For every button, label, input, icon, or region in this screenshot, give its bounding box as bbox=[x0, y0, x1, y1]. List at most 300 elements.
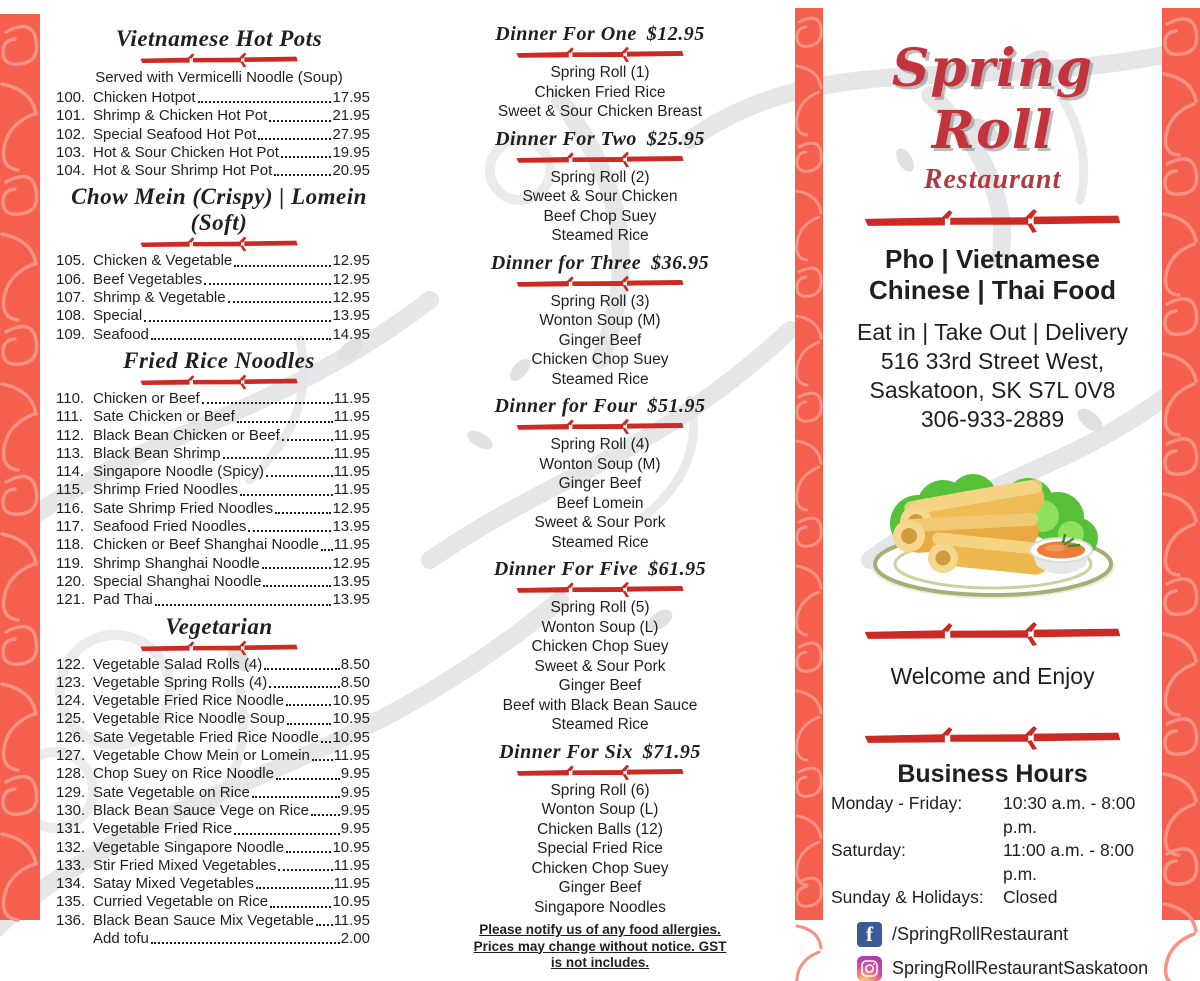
item-price: 11.95 bbox=[333, 463, 370, 481]
bamboo-divider bbox=[825, 725, 1160, 751]
dot-leader bbox=[256, 887, 333, 889]
item-name: Vegetable Chow Mein or Lomein bbox=[93, 747, 310, 765]
item-price: 17.95 bbox=[332, 89, 370, 106]
dinner-price: $12.95 bbox=[646, 23, 705, 45]
dinner-items bbox=[468, 292, 732, 390]
dinner-item: Special Fried Rice bbox=[537, 840, 663, 857]
menu-section bbox=[42, 614, 396, 949]
dot-leader bbox=[264, 668, 340, 670]
item-number: 135. bbox=[56, 893, 86, 911]
item-number: 118. bbox=[56, 536, 85, 554]
item-price: 12.95 bbox=[332, 252, 370, 270]
item-number: 109. bbox=[56, 325, 86, 343]
item-number: 127. bbox=[56, 747, 86, 765]
section-title: Fried Rice Noodles bbox=[123, 347, 315, 373]
item-price: 13.95 bbox=[332, 307, 370, 325]
dinner-items bbox=[468, 598, 732, 735]
menu-item-row bbox=[42, 126, 396, 144]
instagram-row bbox=[857, 956, 1160, 981]
instagram-handle: SpringRollRestaurantSaskatoon bbox=[892, 957, 1149, 978]
dot-leader bbox=[248, 530, 331, 532]
footnotes bbox=[468, 922, 732, 972]
menu-section bbox=[42, 184, 396, 343]
menu-item-row bbox=[42, 784, 396, 802]
item-number: 110. bbox=[56, 389, 85, 407]
dot-leader bbox=[270, 906, 331, 908]
dot-leader bbox=[223, 457, 333, 459]
item-number: 117. bbox=[56, 518, 85, 536]
dot-leader bbox=[228, 301, 332, 303]
item-name: Sate Vegetable on Rice bbox=[93, 783, 250, 801]
item-price: 11.95 bbox=[333, 856, 370, 874]
hours-time-value: Closed bbox=[1003, 887, 1058, 907]
item-name: Chicken or Beef Shanghai Noodle bbox=[93, 536, 319, 554]
business-hours-table bbox=[825, 792, 1160, 910]
item-price: 11.95 bbox=[333, 444, 370, 462]
dinner-title-text: Dinner For Six bbox=[499, 740, 633, 763]
item-price: 11.95 bbox=[333, 747, 370, 765]
item-price: 11.95 bbox=[333, 875, 370, 893]
dinner-item: Spring Roll (6) bbox=[550, 781, 650, 799]
item-name: Vegetable Rice Noodle Soup bbox=[93, 710, 285, 728]
item-name: Seafood Fried Noodles bbox=[93, 518, 247, 536]
chopstick-divider bbox=[845, 621, 1140, 647]
address-line-2: Saskatoon, SK S7L 0V8 bbox=[869, 377, 1116, 403]
dot-leader bbox=[204, 283, 331, 285]
item-number: 130. bbox=[56, 801, 86, 819]
dot-leader bbox=[287, 723, 332, 725]
menu-item-row bbox=[42, 427, 396, 445]
dinner-item: Spring Roll (3) bbox=[550, 292, 650, 310]
item-name: Black Bean Sauce Vege on Rice bbox=[93, 801, 309, 819]
item-number: 124. bbox=[56, 692, 86, 710]
item-price: 11.95 bbox=[333, 911, 370, 929]
dot-leader bbox=[281, 156, 332, 158]
item-number: 112. bbox=[56, 426, 85, 444]
dot-leader bbox=[234, 833, 340, 835]
dinner-price: $61.95 bbox=[648, 558, 707, 580]
item-name: Add tofu bbox=[93, 929, 149, 947]
item-price: 21.95 bbox=[332, 107, 370, 125]
item-number: 126. bbox=[56, 728, 86, 746]
footnote-line: Please notify us of any food allergies. bbox=[479, 922, 721, 937]
bamboo-divider bbox=[825, 621, 1160, 647]
dot-leader bbox=[237, 421, 333, 423]
dinner-items bbox=[468, 781, 732, 918]
item-number: 116. bbox=[56, 499, 85, 517]
item-number: 100. bbox=[56, 89, 86, 106]
item-price: 11.95 bbox=[333, 481, 370, 499]
hours-time-value: 10:30 a.m. - 8:00 p.m. bbox=[1003, 793, 1136, 837]
item-name: Vegetable Fried Rice bbox=[93, 820, 233, 838]
dinner-combo-section bbox=[468, 251, 732, 390]
dinner-item: Wonton Soup (M) bbox=[539, 455, 661, 473]
social-links bbox=[857, 922, 1160, 981]
dinner-title bbox=[468, 394, 732, 418]
item-name: Shrimp Shanghai Noodle bbox=[93, 554, 260, 572]
item-number: 132. bbox=[56, 838, 86, 856]
chopstick-divider bbox=[500, 418, 700, 435]
dinner-price: $36.95 bbox=[651, 251, 710, 274]
item-price: 9.95 bbox=[340, 765, 370, 783]
cuisine-line-2: Chinese | Thai Food bbox=[868, 275, 1117, 305]
item-name: Hot & Sour Chicken Hot Pot bbox=[93, 143, 279, 161]
facebook-icon: f bbox=[857, 922, 882, 947]
dot-leader bbox=[286, 851, 331, 853]
item-price: 13.95 bbox=[332, 591, 370, 609]
dot-leader bbox=[278, 869, 332, 871]
item-name: Black Bean Sauce Mix Vegetable bbox=[93, 911, 314, 929]
item-price: 10.95 bbox=[332, 728, 370, 746]
chopstick-divider bbox=[845, 725, 1140, 751]
item-price: 12.95 bbox=[332, 270, 370, 288]
menu-item-row bbox=[42, 710, 396, 728]
item-number: 108. bbox=[56, 307, 86, 325]
menu-item-row bbox=[42, 857, 396, 875]
menu-item-row bbox=[42, 89, 396, 107]
item-name: Chop Suey on Rice Noodle bbox=[93, 765, 274, 783]
dinner-item: Steamed Rice bbox=[551, 533, 649, 551]
item-number: 103. bbox=[56, 143, 86, 161]
dinner-title-text: Dinner For One bbox=[495, 23, 637, 45]
dot-leader bbox=[198, 101, 332, 103]
item-price: 2.00 bbox=[340, 929, 370, 947]
menu-item-row bbox=[42, 747, 396, 765]
dinner-item: Ginger Beef bbox=[558, 677, 642, 694]
item-price: 8.50 bbox=[340, 673, 370, 691]
item-number: 134. bbox=[56, 875, 86, 893]
item-number: 125. bbox=[56, 710, 86, 728]
right-border-decoration bbox=[1162, 8, 1200, 920]
dinner-item: Wonton Soup (L) bbox=[541, 618, 659, 636]
item-number: 104. bbox=[56, 162, 86, 180]
dot-leader bbox=[269, 120, 331, 122]
item-name: Curried Vegetable on Rice bbox=[93, 893, 269, 911]
dot-leader bbox=[258, 138, 331, 140]
item-name: Special Seafood Hot Pot bbox=[93, 125, 257, 143]
dinner-price: $71.95 bbox=[642, 740, 701, 763]
item-price: 19.95 bbox=[332, 143, 370, 161]
spring-roll-plate-illustration bbox=[825, 438, 1160, 611]
hours-time-value: 11:00 a.m. - 8:00 p.m. bbox=[1003, 840, 1135, 884]
item-price: 11.95 bbox=[333, 536, 370, 554]
chopstick-divider bbox=[500, 151, 700, 168]
item-price: 14.95 bbox=[332, 325, 370, 343]
dinner-title bbox=[468, 557, 732, 581]
menu-item-row bbox=[42, 802, 396, 820]
dinner-item: Singapore Noodles bbox=[534, 898, 666, 916]
menu-item-row bbox=[42, 875, 396, 893]
item-name: Stir Fried Mixed Vegetables bbox=[93, 856, 277, 874]
item-price: 13.95 bbox=[332, 518, 370, 536]
menu-item-row bbox=[42, 839, 396, 857]
hours-day-label: Monday - Friday: bbox=[831, 793, 963, 813]
dinner-item: Steamed Rice bbox=[551, 370, 649, 388]
item-name: Vegetable Spring Rolls (4) bbox=[93, 673, 268, 691]
section-title: Vietnamese Hot Pots bbox=[115, 26, 323, 51]
dinner-item: Chicken Fried Rice bbox=[534, 83, 666, 101]
chopstick-divider bbox=[139, 374, 299, 390]
dinner-title bbox=[468, 251, 732, 275]
item-price: 12.95 bbox=[332, 554, 370, 572]
menu-item-row bbox=[42, 144, 396, 162]
brand-panel bbox=[825, 12, 1160, 981]
item-name: Vegetable Singapore Noodle bbox=[93, 838, 284, 856]
menu-item-row bbox=[42, 820, 396, 838]
dinner-title-text: Dinner For Five bbox=[493, 558, 639, 580]
item-name: Sate Chicken or Beef bbox=[93, 408, 235, 426]
left-border-decoration bbox=[0, 14, 40, 920]
dinner-title-text: Dinner for Four bbox=[494, 395, 638, 417]
item-number: 113. bbox=[56, 444, 85, 462]
dot-leader bbox=[234, 265, 331, 267]
dot-leader bbox=[263, 585, 331, 587]
item-number: 131. bbox=[56, 820, 86, 838]
item-name: Hot & Sour Shrimp Hot Pot bbox=[93, 162, 273, 180]
item-name: Chicken Hotpot bbox=[93, 89, 196, 106]
dinner-item: Spring Roll (5) bbox=[550, 599, 650, 616]
item-price: 10.95 bbox=[332, 710, 370, 728]
section-title: Vegetarian bbox=[165, 613, 273, 639]
item-name: Chicken or Beef bbox=[93, 389, 200, 407]
menu-item-row bbox=[42, 555, 396, 573]
item-name: Black Bean Chicken or Beef bbox=[93, 426, 280, 444]
item-price: 9.95 bbox=[340, 783, 370, 801]
instagram-icon bbox=[857, 956, 882, 981]
item-name: Seafood bbox=[93, 325, 149, 343]
dot-leader bbox=[275, 512, 331, 514]
dinner-item: Chicken Chop Suey bbox=[531, 859, 669, 877]
menu-item-row bbox=[42, 390, 396, 408]
business-hours-row bbox=[825, 886, 1160, 910]
item-price: 11.95 bbox=[333, 389, 370, 407]
menu-section bbox=[42, 26, 396, 180]
item-name: Black Bean Shrimp bbox=[93, 444, 221, 462]
menu-item-row bbox=[42, 445, 396, 463]
menu-item-row bbox=[42, 656, 396, 674]
item-name: Shrimp & Chicken Hot Pot bbox=[93, 107, 268, 125]
menu-item-row bbox=[42, 573, 396, 591]
dot-leader bbox=[202, 402, 333, 404]
item-name: Sate Vegetable Fried Rice Noodle bbox=[93, 728, 319, 746]
item-number: 123. bbox=[56, 673, 86, 691]
menu-item-row bbox=[42, 591, 396, 609]
menu-item-row bbox=[42, 518, 396, 536]
menu-item-row bbox=[42, 252, 396, 270]
phone-number: 306-933-2889 bbox=[920, 406, 1065, 432]
dot-leader bbox=[262, 567, 332, 569]
middle-border-decoration bbox=[795, 8, 823, 920]
menu-item-row bbox=[42, 912, 396, 930]
item-number: 136. bbox=[56, 911, 86, 929]
item-price: 12.95 bbox=[332, 289, 370, 307]
item-number: 128. bbox=[56, 765, 86, 783]
dinner-item: Chicken Balls (12) bbox=[537, 820, 663, 838]
dot-leader bbox=[316, 924, 333, 926]
dinner-item: Sweet & Sour Chicken Breast bbox=[497, 103, 703, 120]
chopstick-divider bbox=[500, 581, 700, 598]
dinner-combo-section bbox=[468, 127, 732, 246]
item-number: 106. bbox=[56, 270, 86, 288]
food-menu-column bbox=[42, 26, 396, 952]
menu-item-row bbox=[42, 765, 396, 783]
item-number: 105. bbox=[56, 252, 86, 270]
dot-leader bbox=[282, 439, 333, 441]
dot-leader bbox=[155, 604, 332, 606]
dinner-item: Chicken Chop Suey bbox=[531, 351, 669, 368]
dinner-title-text: Dinner For Two bbox=[495, 127, 637, 150]
menu-item-row bbox=[42, 408, 396, 426]
dot-leader bbox=[240, 494, 333, 496]
item-price: 9.95 bbox=[340, 801, 370, 819]
dinner-combos-column bbox=[468, 22, 732, 972]
footnote-line: Prices may change without notice. GST is not includes. bbox=[473, 938, 727, 970]
dinner-item: Spring Roll (2) bbox=[550, 168, 650, 186]
dinner-item: Steamed Rice bbox=[551, 716, 649, 733]
dinner-title bbox=[468, 740, 732, 764]
menu-item-row bbox=[42, 729, 396, 747]
dinner-item: Wonton Soup (L) bbox=[541, 801, 659, 818]
dot-leader bbox=[286, 704, 332, 706]
dinner-combo-section bbox=[468, 557, 732, 735]
item-number: 101. bbox=[56, 107, 86, 125]
item-name: Satay Mixed Vegetables bbox=[93, 875, 254, 893]
chopstick-divider bbox=[139, 52, 299, 68]
item-name: Sate Shrimp Fried Noodles bbox=[93, 499, 274, 517]
item-number: 133. bbox=[56, 856, 86, 874]
item-name: Beef Vegetables bbox=[93, 270, 203, 288]
item-price: 20.95 bbox=[332, 162, 370, 180]
menu-item-row bbox=[42, 674, 396, 692]
restaurant-logo: Spring Roll bbox=[891, 38, 1094, 161]
dot-leader bbox=[321, 549, 333, 551]
item-name: Shrimp & Vegetable bbox=[93, 289, 226, 307]
dinner-price: $25.95 bbox=[646, 127, 705, 150]
item-number: 102. bbox=[56, 125, 86, 143]
chopstick-divider bbox=[139, 640, 299, 656]
menu-item-row bbox=[42, 893, 396, 911]
dinner-items bbox=[468, 63, 732, 122]
item-price: 9.95 bbox=[340, 820, 370, 838]
dot-leader bbox=[266, 475, 333, 477]
facebook-row bbox=[857, 922, 1160, 947]
item-name: Chicken & Vegetable bbox=[93, 252, 233, 270]
item-number: 119. bbox=[56, 554, 85, 572]
business-hours-row bbox=[825, 839, 1160, 886]
dinner-item: Ginger Beef bbox=[558, 331, 642, 349]
menu-item-row bbox=[42, 326, 396, 344]
item-name: Special Shanghai Noodle bbox=[93, 572, 262, 590]
dinner-item: Sweet & Sour Pork bbox=[534, 514, 666, 531]
dinner-item: Sweet & Sour Pork bbox=[534, 657, 666, 675]
dinner-item: Spring Roll (4) bbox=[550, 436, 650, 453]
restaurant-subtitle: Restaurant bbox=[923, 164, 1062, 195]
item-number: 122. bbox=[56, 655, 86, 673]
hours-day-label: Saturday: bbox=[831, 840, 906, 860]
item-number: 107. bbox=[56, 289, 86, 307]
menu-item-row bbox=[42, 930, 396, 948]
menu-item-row bbox=[42, 536, 396, 554]
item-name: Vegetable Fried Rice Noodle bbox=[93, 692, 284, 710]
dinner-item: Beef with Black Bean Sauce bbox=[502, 696, 698, 714]
item-number: 121. bbox=[56, 591, 86, 609]
item-name: Singapore Noodle (Spicy) bbox=[93, 463, 264, 481]
chopstick-divider bbox=[139, 236, 299, 252]
dinner-items bbox=[468, 435, 732, 552]
menu-item-row bbox=[42, 271, 396, 289]
hours-day-label: Sunday & Holidays: bbox=[831, 887, 984, 907]
dot-leader bbox=[151, 942, 340, 944]
dinner-title-text: Dinner for Three bbox=[490, 251, 642, 274]
item-price: 8.50 bbox=[340, 655, 370, 673]
item-price: 11.95 bbox=[333, 408, 370, 426]
menu-item-row bbox=[42, 307, 396, 325]
item-number: 114. bbox=[56, 463, 85, 481]
address-line-1: 516 33rd Street West, bbox=[880, 348, 1105, 374]
dinner-item: Ginger Beef bbox=[558, 879, 642, 896]
welcome-message: Welcome and Enjoy bbox=[890, 663, 1095, 689]
dinner-item: Sweet & Sour Chicken bbox=[522, 188, 678, 205]
item-number: 111. bbox=[56, 408, 83, 426]
item-price: 10.95 bbox=[332, 692, 370, 710]
dinner-item: Ginger Beef bbox=[558, 475, 642, 492]
item-name: Shrimp Fried Noodles bbox=[93, 481, 239, 499]
chopstick-divider bbox=[500, 764, 700, 781]
facebook-handle: /SpringRollRestaurant bbox=[892, 923, 1069, 944]
dot-leader bbox=[252, 796, 340, 798]
chopstick-divider bbox=[500, 46, 700, 63]
business-hours-title: Business Hours bbox=[897, 760, 1088, 788]
item-name: Vegetable Salad Rolls (4) bbox=[93, 655, 263, 673]
item-price: 11.95 bbox=[333, 426, 370, 444]
dinner-title bbox=[468, 127, 732, 151]
item-name: Pad Thai bbox=[93, 591, 153, 609]
item-number: 115. bbox=[56, 481, 85, 499]
dinner-items bbox=[468, 168, 732, 246]
dot-leader bbox=[144, 320, 331, 322]
business-hours-row bbox=[825, 792, 1160, 839]
dinner-title bbox=[468, 22, 732, 46]
section-title: Chow Mein (Crispy) | Lomein (Soft) bbox=[71, 184, 367, 236]
dinner-item: Chicken Chop Suey bbox=[531, 638, 669, 655]
item-price: 10.95 bbox=[332, 893, 370, 911]
menu-item-row bbox=[42, 692, 396, 710]
dot-leader bbox=[312, 759, 333, 761]
dinner-item: Spring Roll (1) bbox=[550, 64, 650, 81]
dinner-price: $51.95 bbox=[647, 395, 706, 417]
item-price: 27.95 bbox=[332, 125, 370, 143]
menu-item-row bbox=[42, 500, 396, 518]
dinner-combo-section bbox=[468, 22, 732, 122]
menu-section bbox=[42, 348, 396, 610]
item-price: 12.95 bbox=[332, 499, 370, 517]
bamboo-divider bbox=[825, 208, 1160, 234]
dinner-item: Steamed Rice bbox=[551, 227, 649, 244]
dot-leader bbox=[321, 741, 331, 743]
item-number: 129. bbox=[56, 783, 86, 801]
section-note: Served with Vermicelli Noodle (Soup) bbox=[95, 69, 343, 86]
item-number: 120. bbox=[56, 572, 86, 590]
menu-item-row bbox=[42, 481, 396, 499]
dot-leader bbox=[151, 338, 332, 340]
dot-leader bbox=[274, 174, 331, 176]
dinner-item: Beef Chop Suey bbox=[543, 207, 657, 225]
menu-item-row bbox=[42, 107, 396, 125]
dot-leader bbox=[311, 814, 340, 816]
menu-item-row bbox=[42, 463, 396, 481]
chopstick-divider bbox=[500, 275, 700, 292]
dinner-combo-section bbox=[468, 394, 732, 552]
